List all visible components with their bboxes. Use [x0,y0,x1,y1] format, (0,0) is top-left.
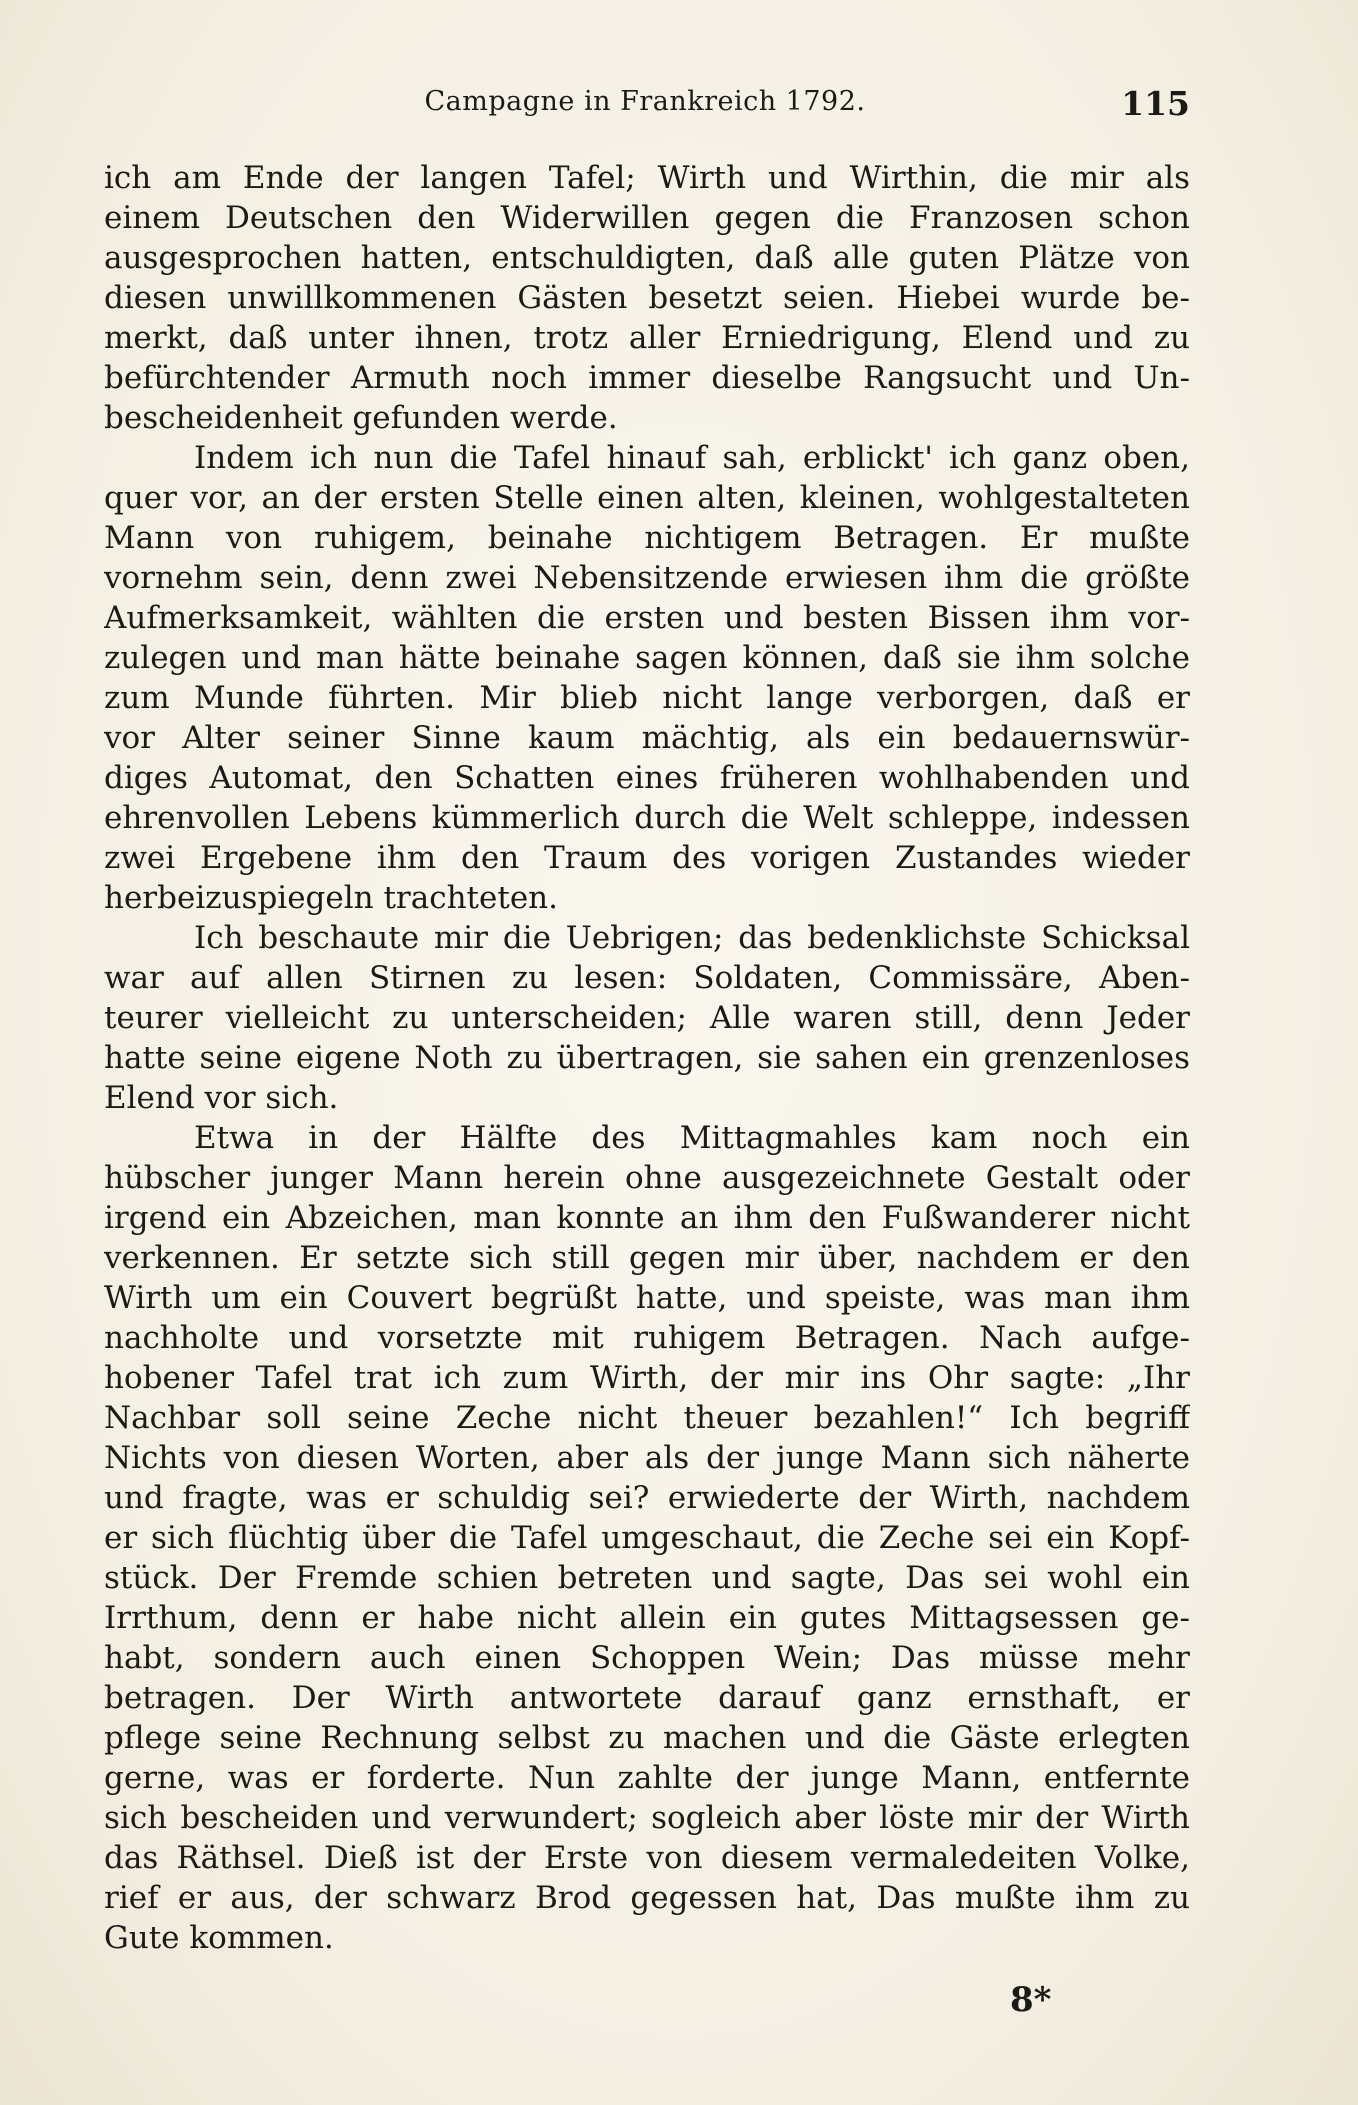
text-line: Wirth um ein Couvert begrüßt hatte, und speiste, was man ihm [104,1280,1190,1316]
text-line: stück. Der Fremde schien betreten und sagte, Das sei wohl ein [104,1560,1190,1596]
text-line: herbeizuspiegeln trachteten. [104,880,558,916]
text-line: Nichts von diesen Worten, aber als der junge Mann sich näherte [104,1440,1190,1476]
signature-mark: 8* [1010,1980,1052,2020]
running-title: Campagne in Frankreich 1792. [424,86,866,117]
text-line: ehrenvollen Lebens kümmerlich durch die Welt schleppe, indessen [104,800,1190,836]
page-number: 115 [1121,84,1190,123]
text-line: teurer vielleicht zu unterscheiden; Alle waren still, denn Jeder [104,1000,1190,1036]
text-line: Elend vor sich. [104,1080,339,1116]
text-line: Nachbar soll seine Zeche nicht theuer bezahlen!“ Ich begriff [104,1400,1190,1436]
text-line: Gute kommen. [104,1920,334,1956]
text-line: einem Deutschen den Widerwillen gegen die Franzosen schon [104,200,1190,236]
text-line: Irrthum, denn er habe nicht allein ein gutes Mittagsessen ge- [104,1600,1190,1636]
text-line: zum Munde führten. Mir blieb nicht lange verborgen, daß er [104,680,1190,716]
text-line: zwei Ergebene ihm den Traum des vorigen Zustandes wieder [104,840,1190,876]
text-line: diesen unwillkommenen Gästen besetzt seien. Hiebei wurde be- [104,280,1190,316]
text-line: Indem ich nun die Tafel hinauf sah, erblickt' ich ganz oben, [194,440,1190,476]
body-text [104,158,1190,1958]
running-head [100,82,1190,122]
text-line: merkt, daß unter ihnen, trotz aller Erniedrigung, Elend und zu [104,320,1190,356]
text-line: Ich beschaute mir die Uebrigen; das bedenklichste Schicksal [194,920,1190,956]
text-line: bescheidenheit gefunden werde. [104,400,618,436]
text-line: nachholte und vorsetzte mit ruhigem Betragen. Nach aufge- [104,1320,1190,1356]
text-line: diges Automat, den Schatten eines früheren wohlhabenden und [104,760,1190,796]
text-line: vornehm sein, denn zwei Nebensitzende erwiesen ihm die größte [104,560,1190,596]
text-line: vor Alter seiner Sinne kaum mächtig, als ein bedauernswür- [104,720,1190,756]
text-line: Aufmerksamkeit, wählten die ersten und besten Bissen ihm vor- [104,600,1190,636]
text-line: ausgesprochen hatten, entschuldigten, daß alle guten Plätze von [104,240,1190,276]
text-line: rief er aus, der schwarz Brod gegessen hat, Das mußte ihm zu [104,1880,1190,1916]
text-line: und fragte, was er schuldig sei? erwiederte der Wirth, nachdem [104,1480,1190,1516]
text-line: Mann von ruhigem, beinahe nichtigem Betragen. Er mußte [104,520,1190,556]
text-line: pflege seine Rechnung selbst zu machen und die Gäste erlegten [104,1720,1190,1756]
text-line: hatte seine eigene Noth zu übertragen, sie sahen ein grenzenloses [104,1040,1190,1076]
text-line: ich am Ende der langen Tafel; Wirth und Wirthin, die mir als [104,160,1190,196]
text-line: Etwa in der Hälfte des Mittagmahles kam noch ein [194,1120,1190,1156]
text-line: gerne, was er forderte. Nun zahlte der junge Mann, entfernte [104,1760,1190,1796]
text-line: das Räthsel. Dieß ist der Erste von diesem vermaledeiten Volke, [104,1840,1190,1876]
text-line: zulegen und man hätte beinahe sagen können, daß sie ihm solche [104,640,1190,676]
text-line: hübscher junger Mann herein ohne ausgezeichnete Gestalt oder [104,1160,1190,1196]
text-line: sich bescheiden und verwundert; sogleich aber löste mir der Wirth [104,1800,1190,1836]
text-line: verkennen. Er setzte sich still gegen mir über, nachdem er den [104,1240,1190,1276]
text-line: befürchtender Armuth noch immer dieselbe Rangsucht und Un- [104,360,1190,396]
text-line: er sich flüchtig über die Tafel umgeschaut, die Zeche sei ein Kopf- [104,1520,1190,1556]
text-line: irgend ein Abzeichen, man konnte an ihm den Fußwanderer nicht [104,1200,1190,1236]
text-line: betragen. Der Wirth antwortete darauf ganz ernsthaft, er [104,1680,1190,1716]
text-line: war auf allen Stirnen zu lesen: Soldaten, Commissäre, Aben- [104,960,1190,996]
text-line: hobener Tafel trat ich zum Wirth, der mir ins Ohr sagte: „Ihr [104,1360,1190,1396]
text-line: habt, sondern auch einen Schoppen Wein; Das müsse mehr [104,1640,1190,1676]
text-line: quer vor, an der ersten Stelle einen alten, kleinen, wohlgestalteten [104,480,1190,516]
